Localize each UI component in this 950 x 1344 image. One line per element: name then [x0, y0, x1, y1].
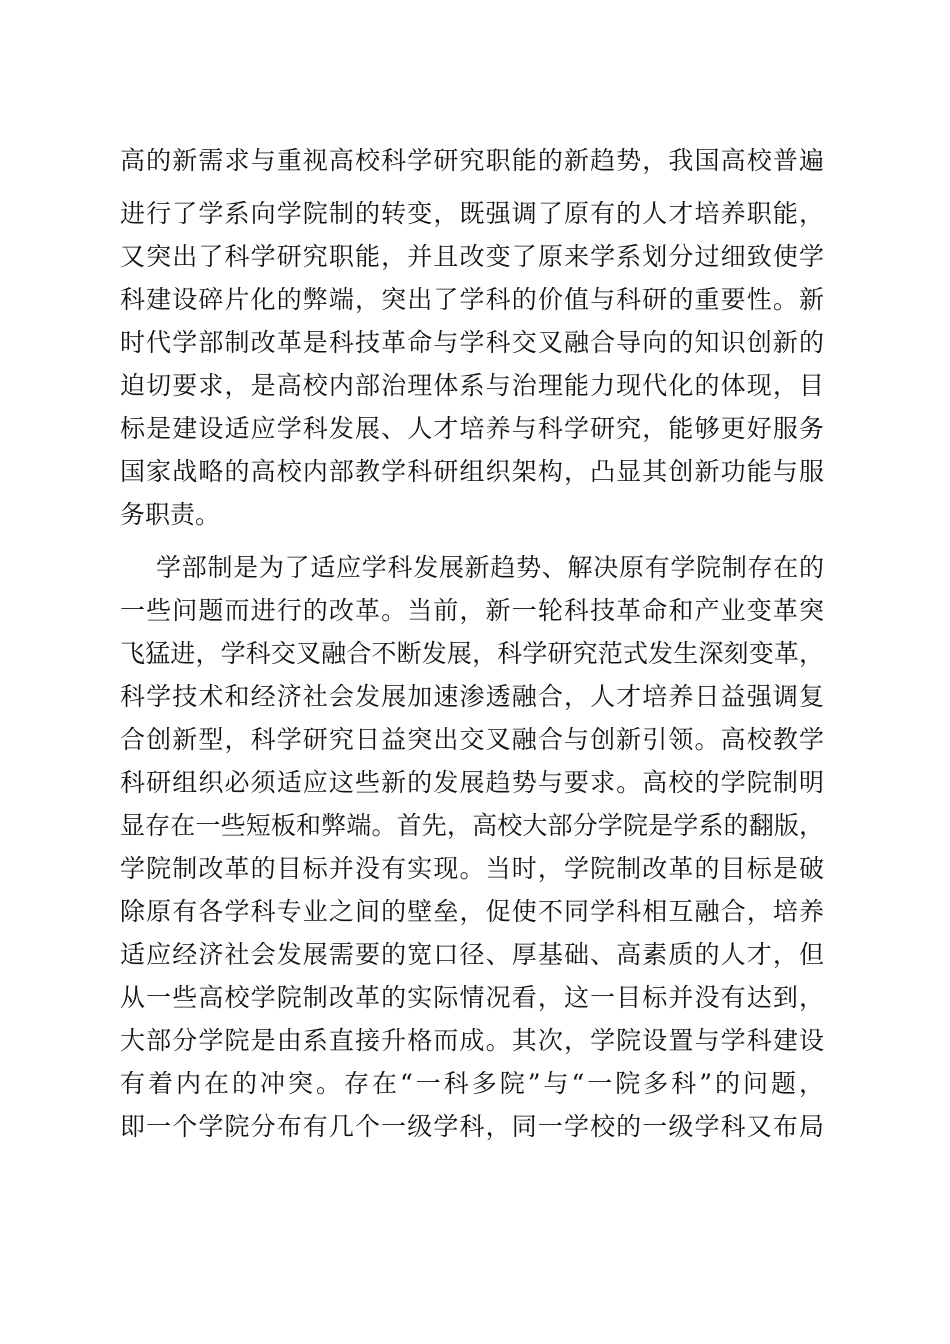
- paragraph-2-line-2: 一些问题而进行的改革。当前，新一轮科技革命和产业变革突: [120, 596, 824, 625]
- paragraph-2-line-8: 学院制改革的目标并没有实现。当时，学院制改革的目标是破: [120, 854, 824, 883]
- paragraph-2-line-13: 有着内在的冲突。存在“一科多院”与“一院多科”的问题，: [120, 1069, 824, 1098]
- paragraph-2-line-6: 科研组织必须适应这些新的发展趋势与要求。高校的学院制明: [120, 768, 824, 797]
- paragraph-2-line-3: 飞猛进，学科交叉融合不断发展，科学研究范式发生深刻变革，: [120, 639, 824, 668]
- paragraph-2-line-1: 学部制是为了适应学科发展新趋势、解决原有学院制存在的: [156, 553, 824, 582]
- paragraph-1-line-6: 迫切要求，是高校内部治理体系与治理能力现代化的体现，目: [120, 371, 824, 400]
- paragraph-2-line-12: 大部分学院是由系直接升格而成。其次，学院设置与学科建设: [120, 1026, 824, 1055]
- paragraph-1-line-8: 国家战略的高校内部教学科研组织架构，凸显其创新功能与服: [120, 457, 824, 486]
- paragraph-1-line-2: 进行了学系向学院制的转变，既强调了原有的人才培养职能，: [120, 199, 824, 228]
- paragraph-1-line-7: 标是建设适应学科发展、人才培养与科学研究，能够更好服务: [120, 414, 824, 443]
- paragraph-1-line-5: 时代学部制改革是科技革命与学科交叉融合导向的知识创新的: [120, 328, 824, 357]
- paragraph-2-line-11: 从一些高校学院制改革的实际情况看，这一目标并没有达到，: [120, 983, 824, 1012]
- paragraph-2-line-7: 显存在一些短板和弊端。首先，高校大部分学院是学系的翻版，: [120, 811, 824, 840]
- paragraph-2-line-4: 科学技术和经济社会发展加速渗透融合，人才培养日益强调复: [120, 682, 824, 711]
- paragraph-1-line-4: 科建设碎片化的弊端，突出了学科的价值与科研的重要性。新: [120, 285, 824, 314]
- paragraph-1-line-1: 高的新需求与重视高校科学研究职能的新趋势，我国高校普遍: [120, 146, 824, 175]
- paragraph-2-line-9: 除原有各学科专业之间的壁垒，促使不同学科相互融合，培养: [120, 897, 824, 926]
- paragraph-1-line-3: 又突出了科学研究职能，并且改变了原来学系划分过细致使学: [120, 242, 824, 271]
- paragraph-2-line-14: 即一个学院分布有几个一级学科，同一学校的一级学科又布局: [120, 1112, 824, 1141]
- paragraph-2-line-5: 合创新型，科学研究日益突出交叉融合与创新引领。高校教学: [120, 725, 824, 754]
- paragraph-2-line-10: 适应经济社会发展需要的宽口径、厚基础、高素质的人才，但: [120, 940, 824, 969]
- paragraph-1-line-9: 务职责。: [120, 500, 221, 529]
